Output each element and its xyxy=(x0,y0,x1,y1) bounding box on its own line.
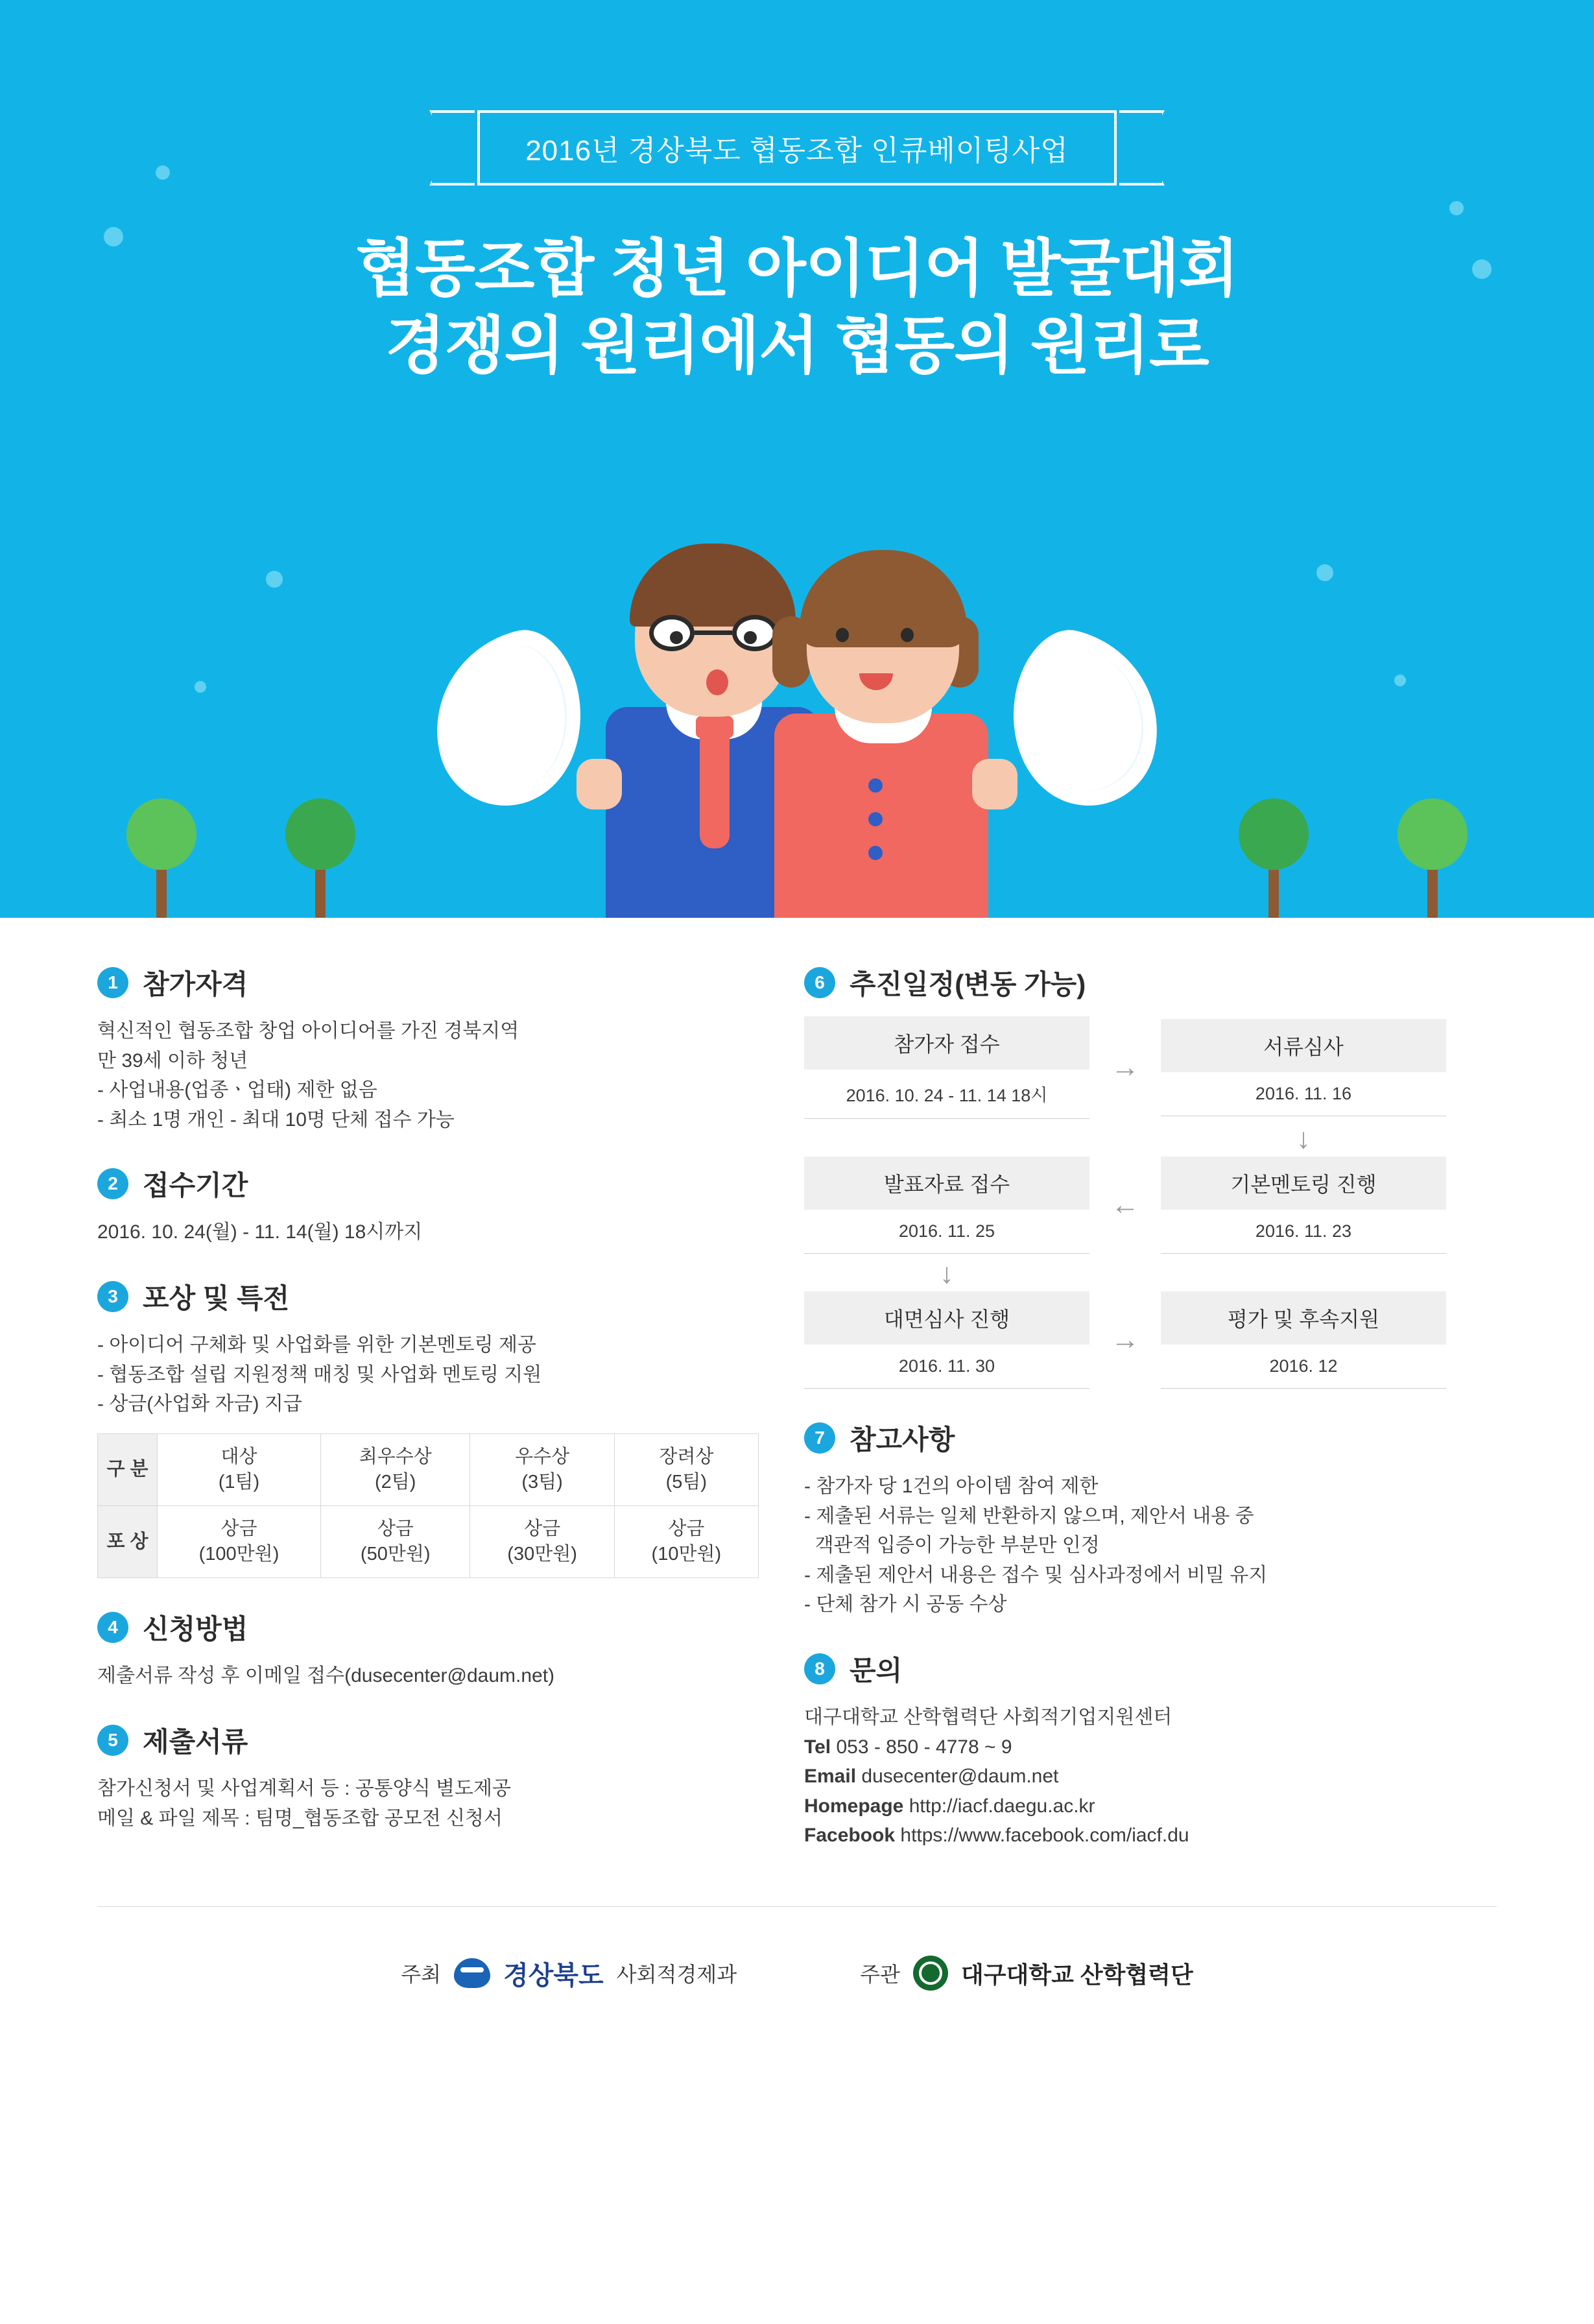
contact-row xyxy=(804,1732,1466,1762)
host-label: 주최 xyxy=(401,1963,442,1987)
ribbon-tail-right xyxy=(1119,110,1165,186)
arrow-right-icon: → xyxy=(1111,1324,1139,1356)
contact-label: Email xyxy=(804,1766,857,1788)
host-dept: 사회적경제과 xyxy=(616,1963,737,1987)
arrow-down-icon: ↓ xyxy=(1296,1123,1311,1155)
step-label: 기본멘토링 진행 xyxy=(1161,1156,1446,1210)
schedule-step xyxy=(1161,1019,1446,1116)
decor-dot xyxy=(266,571,283,588)
arrow-right-icon: → xyxy=(1111,1051,1139,1083)
contact-value: 053 - 850 - 4778 ~ 9 xyxy=(836,1736,1012,1758)
footer xyxy=(97,1906,1497,2010)
table-cell xyxy=(614,1506,758,1578)
contact-row xyxy=(804,1791,1466,1821)
section-number: 5 xyxy=(97,1725,128,1756)
prize-name: 장려상 xyxy=(659,1446,714,1467)
wing-right-icon xyxy=(993,620,1178,820)
section-title: 문의 xyxy=(850,1655,903,1686)
section-line: - 단체 참가 시 공동 수상 xyxy=(804,1594,1007,1616)
page-title xyxy=(0,230,1594,385)
table-row xyxy=(98,1506,759,1578)
section-line: 메일 & 파일 제목 : 팀명_협동조합 공모전 신청서 xyxy=(97,1807,503,1829)
table-row xyxy=(98,1433,759,1505)
girl-eye xyxy=(836,628,849,642)
section-line: 참가신청서 및 사업계획서 등 : 공통양식 별도제공 xyxy=(97,1777,511,1799)
section-documents xyxy=(97,1721,759,1833)
host-block xyxy=(401,1955,737,1992)
step-date: 2016. 11. 25 xyxy=(804,1210,1089,1254)
boy-tie xyxy=(700,725,730,848)
organizer-block xyxy=(860,1956,1193,1991)
prize-name: 대상 xyxy=(220,1446,257,1467)
step-label: 대면심사 진행 xyxy=(804,1291,1089,1345)
decor-dot xyxy=(1449,201,1464,215)
section-application-period xyxy=(97,1164,759,1247)
prize-amount: (30만원) xyxy=(507,1544,577,1565)
section-number: 3 xyxy=(97,1281,128,1312)
girl-hand xyxy=(972,759,1017,809)
tree-illustration xyxy=(1398,798,1468,918)
prize-amount: (10만원) xyxy=(651,1544,722,1565)
section-line: - 상금(사업화 자금) 지급 xyxy=(97,1393,302,1415)
section-line: - 최소 1명 개인 - 최대 10명 단체 접수 가능 xyxy=(97,1108,455,1131)
decor-dot xyxy=(195,681,206,693)
contact-value[interactable]: http://iacf.daegu.ac.kr xyxy=(909,1795,1095,1817)
organizer-label: 주관 xyxy=(860,1963,900,1987)
section-number: 7 xyxy=(804,1422,835,1454)
table-cell xyxy=(320,1433,470,1505)
contact-row xyxy=(804,1821,1466,1851)
prize-table xyxy=(97,1433,759,1579)
tree-illustration xyxy=(1239,798,1309,918)
characters-illustration xyxy=(421,519,1173,918)
step-label: 서류심사 xyxy=(1161,1019,1446,1072)
section-line: 2016. 10. 24(월) - 11. 14(월) 18시까지 xyxy=(97,1221,423,1243)
row-label: 포 상 xyxy=(98,1506,158,1578)
table-cell xyxy=(158,1506,321,1578)
section-title: 추진일정(변동 가능) xyxy=(850,969,1086,1000)
schedule-step xyxy=(804,1016,1089,1119)
prize-amount: (50만원) xyxy=(360,1544,431,1565)
step-date: 2016. 12 xyxy=(1161,1345,1446,1389)
step-label: 평가 및 후속지원 xyxy=(1161,1291,1446,1345)
tree-illustration xyxy=(285,798,355,918)
schedule-step xyxy=(804,1156,1089,1254)
prize-team: (3팀) xyxy=(521,1471,563,1492)
section-line: - 제출된 서류는 일체 반환하지 않으며, 제안서 내용 중 xyxy=(804,1505,1254,1527)
ribbon-label: 2016년 경상북도 협동조합 인큐베이팅사업 xyxy=(477,110,1117,186)
section-number: 1 xyxy=(97,967,128,998)
step-label: 참가자 접수 xyxy=(804,1016,1089,1070)
arrow-left-icon: ← xyxy=(1111,1189,1139,1221)
gyeongbuk-logo-icon xyxy=(454,1958,490,1988)
contact-value[interactable]: dusecenter@daum.net xyxy=(861,1766,1059,1788)
section-title: 제출서류 xyxy=(143,1726,248,1757)
girl-button xyxy=(868,778,883,793)
prize-team: (1팀) xyxy=(218,1471,260,1492)
contact-label: Facebook xyxy=(804,1825,896,1847)
prize-name: 최우수상 xyxy=(359,1446,432,1467)
table-cell xyxy=(470,1433,614,1505)
section-line: 객관적 입증이 가능한 부분만 인정 xyxy=(804,1535,1100,1557)
left-column xyxy=(97,963,759,1880)
section-title: 참가자격 xyxy=(143,969,248,1000)
table-cell xyxy=(320,1506,470,1578)
table-cell xyxy=(614,1433,758,1505)
girl-eye xyxy=(901,628,914,642)
boy-hair xyxy=(630,544,796,627)
title-line-1: 협동조합 청년 아이디어 발굴대회 xyxy=(355,234,1239,304)
decor-dot xyxy=(1316,564,1333,581)
section-contact xyxy=(804,1649,1466,1851)
section-title: 신청방법 xyxy=(143,1614,248,1645)
boy-hand xyxy=(577,759,622,809)
ribbon-tail-left xyxy=(429,110,475,186)
schedule-step xyxy=(1161,1156,1446,1254)
schedule-row xyxy=(804,1016,1466,1119)
schedule-row xyxy=(804,1291,1466,1389)
boy-mouth xyxy=(706,669,728,695)
content-area xyxy=(0,918,1594,1880)
right-column xyxy=(804,963,1466,1880)
ribbon-banner xyxy=(0,110,1594,186)
arrow-down-icon: ↓ xyxy=(940,1258,954,1289)
section-how-to-apply xyxy=(97,1608,759,1691)
section-awards xyxy=(97,1277,759,1578)
contact-label: Tel xyxy=(804,1736,831,1758)
decor-dot xyxy=(1394,675,1406,686)
glasses-icon xyxy=(649,615,778,651)
prize-amount: (100만원) xyxy=(198,1544,280,1565)
section-number: 6 xyxy=(804,967,835,998)
row-label: 구 분 xyxy=(98,1433,158,1505)
section-line: 만 39세 이하 청년 xyxy=(97,1049,248,1072)
contact-label: Homepage xyxy=(804,1795,904,1817)
step-date: 2016. 10. 24 - 11. 14 18시 xyxy=(804,1070,1089,1119)
section-line: 혁신적인 협동조합 창업 아이디어를 가진 경북지역 xyxy=(97,1020,519,1042)
prize-kind: 상금 xyxy=(668,1518,705,1540)
section-line: - 제출된 제안서 내용은 접수 및 심사과정에서 비밀 유지 xyxy=(804,1564,1268,1586)
schedule-arrow-row xyxy=(804,1254,1466,1291)
contact-row xyxy=(804,1762,1466,1791)
step-date: 2016. 11. 30 xyxy=(804,1345,1089,1389)
section-title: 포상 및 특전 xyxy=(143,1282,290,1313)
step-date: 2016. 11. 23 xyxy=(1161,1210,1446,1254)
prize-kind: 상금 xyxy=(220,1518,257,1540)
schedule-flow xyxy=(804,1016,1466,1389)
schedule-arrow-row xyxy=(804,1119,1466,1156)
schedule-step xyxy=(804,1291,1089,1389)
contact-org: 대구대학교 산학협력단 사회적기업지원센터 xyxy=(804,1706,1172,1728)
table-cell xyxy=(158,1433,321,1505)
girl-button xyxy=(868,812,883,826)
schedule-row xyxy=(804,1156,1466,1254)
tree-illustration xyxy=(126,798,196,918)
girl-button xyxy=(868,846,883,860)
table-cell xyxy=(470,1506,614,1578)
section-line: - 협동조합 설립 지원정책 매칭 및 사업화 멘토링 지원 xyxy=(97,1363,542,1385)
section-number: 2 xyxy=(97,1168,128,1199)
contact-value[interactable]: https://www.facebook.com/iacf.du xyxy=(900,1825,1189,1847)
section-line: 제출서류 작성 후 이메일 접수(dusecenter@daum.net) xyxy=(97,1665,555,1687)
section-line: - 아이디어 구체화 및 사업화를 위한 기본멘토링 제공 xyxy=(97,1334,536,1356)
section-notes xyxy=(804,1419,1466,1620)
section-title: 참고사항 xyxy=(850,1424,955,1455)
organizer-name: 대구대학교 산학협력단 xyxy=(960,1961,1193,1988)
schedule-step xyxy=(1161,1291,1446,1389)
section-eligibility xyxy=(97,963,759,1134)
daegu-university-logo-icon xyxy=(913,1956,948,1991)
section-number: 8 xyxy=(804,1653,835,1684)
prize-name: 우수상 xyxy=(515,1446,570,1467)
girl-hair xyxy=(800,550,967,647)
host-name: 경상북도 xyxy=(503,1961,604,1990)
prize-kind: 상금 xyxy=(524,1518,561,1540)
section-number: 4 xyxy=(97,1612,128,1643)
prize-kind: 상금 xyxy=(377,1518,414,1540)
prize-team: (5팀) xyxy=(665,1471,708,1492)
step-date: 2016. 11. 16 xyxy=(1161,1072,1446,1116)
section-title: 접수기간 xyxy=(143,1170,248,1201)
title-line-2: 경쟁의 원리에서 협동의 원리로 xyxy=(385,311,1209,381)
prize-team: (2팀) xyxy=(374,1471,416,1492)
step-label: 발표자료 접수 xyxy=(804,1156,1089,1210)
section-line: - 참가자 당 1건의 아이템 참여 제한 xyxy=(804,1476,1099,1497)
section-line: - 사업내용(업종ㆍ업태) 제한 없음 xyxy=(97,1079,377,1101)
wing-left-icon xyxy=(416,620,601,820)
section-schedule xyxy=(804,963,1466,1389)
hero-banner xyxy=(0,0,1594,918)
